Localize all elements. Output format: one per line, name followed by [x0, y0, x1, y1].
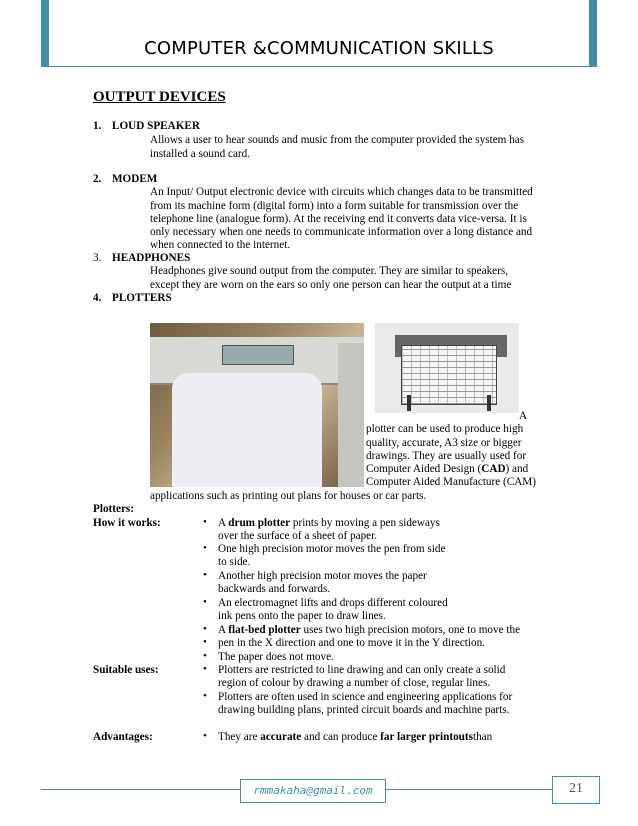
plotter-text-line: plotter can be used to produce high — [366, 423, 524, 435]
how-it-works-label: How it works: — [93, 517, 161, 529]
bullet: • — [203, 596, 207, 608]
bullet-text: Another high precision motor moves the paper — [218, 570, 427, 582]
bullet-text: backwards and forwards. — [218, 583, 331, 595]
plotter-text-cad-line: Computer Aided Design (CAD) and — [366, 463, 529, 475]
plotter-text-cam-line: Computer Aided Manufacture (CAM) — [366, 476, 536, 488]
bullet: • — [203, 569, 207, 581]
bullet-text: Plotters are restricted to line drawing and can only create a solid — [218, 664, 506, 676]
item-title-plotters: PLOTTERS — [112, 292, 172, 304]
bullet-text: to side. — [218, 556, 251, 568]
body-line: Allows a user to hear sounds and music from the computer provided the system has — [150, 134, 525, 146]
bullet-text: ink pens onto the paper to draw lines. — [218, 610, 386, 622]
bullet-text: One high precision motor moves the pen from side — [218, 543, 446, 555]
bullet-text: They are accurate and can produce far larger printoutsthan — [218, 731, 493, 743]
bullet: • — [203, 690, 207, 702]
body-line: Headphones give sound output from the computer. They are similar to speakers, — [150, 265, 509, 277]
bullet: • — [203, 650, 207, 662]
body-line: installed a sound card. — [150, 148, 251, 160]
plotter-text-line: drawings. They are usually used for — [366, 450, 527, 462]
plotter-text-line: quality, accurate, A3 size or bigger — [366, 437, 522, 449]
item-title-headphones: HEADPHONES — [112, 252, 191, 264]
bullet-text: The paper does not move. — [218, 651, 334, 663]
item-number: 1. — [93, 120, 102, 132]
item-number: 3. — [93, 252, 102, 264]
plotters-label: Plotters: — [93, 503, 134, 515]
flatbed-plotter-photo — [375, 323, 519, 413]
item-number: 4. — [93, 292, 102, 304]
bullet-text: over the surface of a sheet of paper. — [218, 530, 378, 542]
bullet-text: region of colour by drawing a number of close, regular lines. — [218, 677, 491, 689]
bullet-text: drawing building plans, printed circuit boards and machine parts. — [218, 704, 510, 716]
item-title-modem: MODEM — [112, 173, 158, 185]
footer-divider — [41, 789, 240, 790]
item-title-loud-speaker: LOUD SPEAKER — [112, 120, 200, 132]
page-header-title: COMPUTER &COMMUNICATION SKILLS — [144, 38, 494, 59]
footer-divider — [384, 789, 552, 790]
bullet-text: A drum plotter prints by moving a pen sideways — [218, 517, 440, 529]
bullet: • — [203, 730, 207, 742]
bullet-text: An electromagnet lifts and drops different coloured — [218, 597, 448, 609]
bullet: • — [203, 663, 207, 675]
page-number: 21 — [569, 781, 583, 796]
body-line: from its machine form (digital form) into a form suitable for transmission over the — [150, 200, 519, 212]
suitable-uses-label: Suitable uses: — [93, 664, 159, 676]
bullet-text: Plotters are often used in science and engineering applications for — [218, 691, 513, 703]
plotter-text-apps-line: applications such as printing out plans for houses or car parts. — [150, 490, 427, 502]
bullet: • — [203, 516, 207, 528]
bullet: • — [203, 623, 207, 635]
section-title: OUTPUT DEVICES — [93, 89, 226, 105]
header-divider — [41, 66, 597, 67]
advantages-label: Advantages: — [93, 731, 153, 743]
bullet-text: A flat-bed plotter uses two high precision motors, one to move the — [218, 624, 521, 636]
plotter-text-a: A — [519, 410, 528, 422]
body-line: only necessary when one needs to communicate information over a long distance and — [150, 226, 533, 238]
footer-email: rmmakaha@gmail.com — [240, 779, 386, 803]
bullet: • — [203, 636, 207, 648]
item-number: 2. — [93, 173, 102, 185]
bullet: • — [203, 542, 207, 554]
bullet-text: pen in the X direction and one to move it in the Y direction. — [218, 637, 485, 649]
body-line: when connected to the internet. — [150, 239, 291, 251]
body-line: telephone line (analogue form). At the receiving end it converts data vice-versa. It is — [150, 213, 527, 225]
drum-plotter-photo — [150, 323, 364, 487]
body-line: except they are worn on the ears so only one person can hear the output at a time — [150, 279, 512, 291]
body-line: An Input/ Output electronic device with circuits which changes data to be transmitted — [150, 186, 533, 198]
